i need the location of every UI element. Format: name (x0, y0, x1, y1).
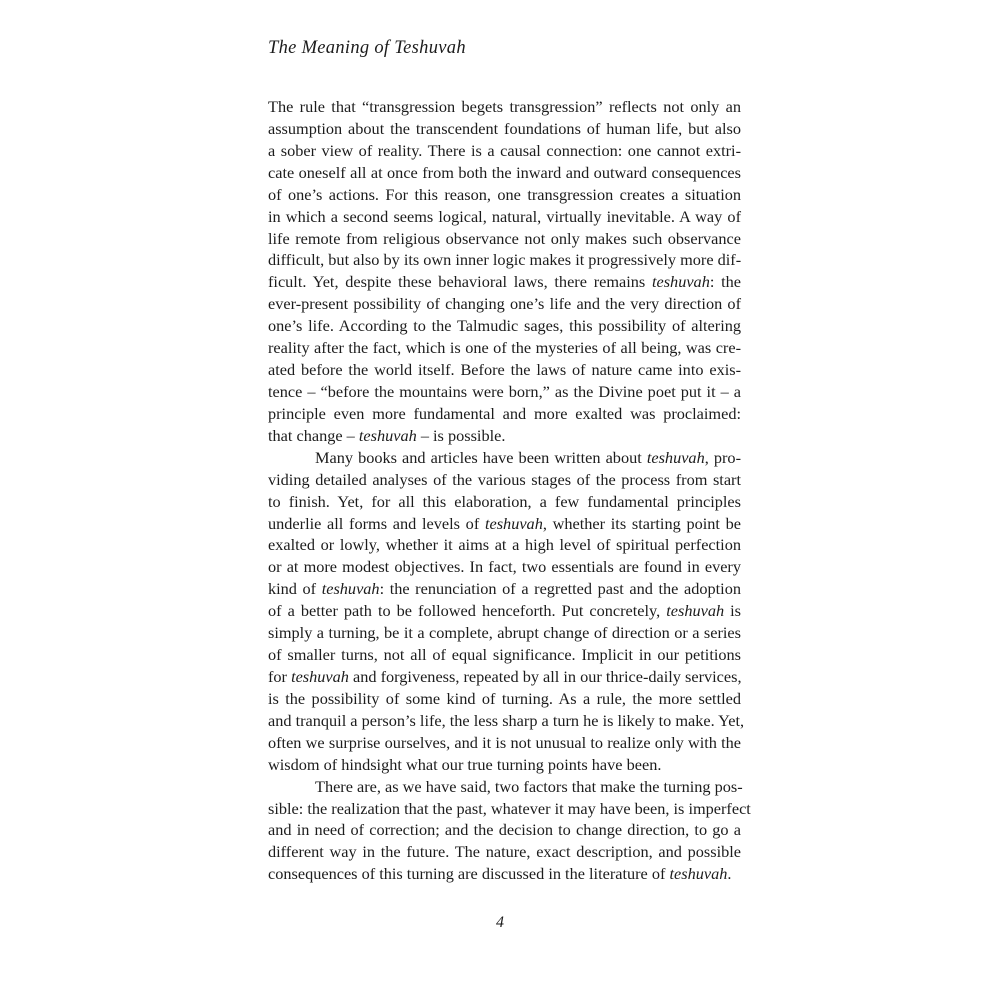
text-run: Many books and articles have been written about (315, 447, 647, 467)
text-run: different way in the future. The nature, exact description, and possible (268, 842, 741, 862)
text-run: of smaller turns, not all of equal significance. Implicit in our petitions (268, 645, 741, 665)
text-line (268, 184, 741, 206)
text-line (268, 425, 741, 447)
italic-term: teshuvah (291, 666, 349, 686)
text-run: , pro- (704, 447, 741, 467)
italic-term: teshuvah (666, 601, 725, 621)
italic-term: teshuvah (669, 864, 728, 884)
text-line (268, 622, 741, 644)
text-line (268, 841, 741, 863)
text-run: ficult. Yet, despite these behavioral laws, there remains (268, 272, 652, 292)
italic-term: teshuvah (646, 447, 705, 467)
text-run: consequences of this turning are discussed in the literature of (268, 864, 670, 884)
text-run: one’s life. According to the Talmudic sages, this possibility of altering (268, 316, 741, 336)
text-line (268, 337, 741, 359)
text-line (268, 644, 741, 666)
page-number: 4 (496, 914, 504, 931)
text-line (268, 798, 751, 820)
text-run: a sober view of reality. There is a causal connection: one cannot extri- (268, 140, 741, 160)
paragraph (268, 776, 751, 886)
text-run: sible: the realization that the past, whatever it may have been, is imperfect (268, 798, 751, 818)
text-line (268, 469, 741, 491)
text-line (268, 732, 741, 754)
text-line (268, 710, 745, 732)
text-line (268, 293, 741, 315)
text-run: is the possibility of some kind of turning. As a rule, the more settled (268, 688, 741, 708)
text-run: simply a turning, be it a complete, abrupt change of direction or a series (268, 623, 741, 643)
italic-term: teshuvah (321, 579, 380, 599)
text-line (268, 271, 741, 293)
text-line (268, 666, 741, 688)
text-run: of a better path to be followed henceforth. Put concretely, (268, 601, 667, 621)
text-run: . (727, 864, 732, 884)
text-line (268, 819, 741, 841)
text-run: tence – “before the mountains were born,” as the Divine poet put it – a (268, 381, 741, 401)
text-run: in which a second seems logical, natural, virtually inevitable. A way of (268, 206, 741, 226)
text-line (268, 140, 741, 162)
text-run: assumption about the transcendent foundations of human life, but also (268, 118, 741, 138)
text-line (268, 754, 741, 776)
text-run: is (724, 601, 741, 621)
text-run: and in need of correction; and the decision to change direction, to go a (268, 820, 741, 840)
text-run: and tranquil a person’s life, the less sharp a turn he is likely to make. Yet, (268, 710, 745, 730)
text-line (268, 556, 741, 578)
text-run: difficult, but also by its own inner logic makes it progressively more dif- (268, 250, 742, 270)
text-run: : the renunciation of a regretted past and the adoption (379, 579, 741, 599)
text-run: for (268, 666, 292, 686)
text-run: principle even more fundamental and more exalted was proclaimed: (268, 403, 741, 423)
text-line (268, 578, 741, 600)
text-line (268, 96, 741, 118)
text-run: cate oneself all at once from both the inward and outward consequences (268, 162, 741, 182)
text-run: , whether its starting point be (542, 513, 741, 533)
text-run: of one’s actions. For this reason, one transgression creates a situation (268, 184, 741, 204)
text-line (268, 688, 741, 710)
text-line (268, 228, 741, 250)
body-text (268, 96, 751, 885)
italic-term: teshuvah (358, 425, 417, 445)
paragraph (268, 447, 745, 776)
running-head: The Meaning of Teshuvah (268, 38, 466, 58)
text-run: : the (709, 272, 741, 292)
text-run: wisdom of hindsight what our true turning points have been. (268, 754, 662, 774)
text-line (268, 206, 741, 228)
text-line (268, 381, 741, 403)
text-run: often we surprise ourselves, and it is not unusual to realize only with the (268, 732, 741, 752)
text-run: exalted or lowly, whether it aims at a high level of spiritual perfection (268, 535, 741, 555)
text-line (268, 403, 741, 425)
text-line (268, 118, 741, 140)
paragraph (268, 96, 741, 447)
text-line (268, 249, 741, 271)
text-line (268, 162, 741, 184)
text-run: viding detailed analyses of the various stages of the process from start (268, 469, 741, 489)
text-line (268, 359, 741, 381)
text-run: – is possible. (416, 425, 506, 445)
text-run: life remote from religious observance not only makes such observance (268, 228, 741, 248)
text-run: ever-present possibility of changing one’s life and the very direction of (268, 294, 741, 314)
text-run: to finish. Yet, for all this elaboration, a few fundamental principles (268, 491, 741, 511)
text-run: ated before the world itself. Before the laws of nature came into exis- (268, 360, 741, 380)
text-run: The rule that “transgression begets transgression” reflects not only an (268, 97, 741, 116)
text-run: kind of (268, 579, 322, 599)
text-run: There are, as we have said, two factors that make the turning pos- (315, 776, 743, 796)
text-run: that change – (268, 425, 359, 445)
text-line (268, 534, 741, 556)
text-line (268, 491, 741, 513)
text-line (268, 776, 741, 798)
text-line (268, 513, 741, 535)
italic-term: teshuvah (484, 513, 543, 533)
text-line (268, 863, 741, 885)
text-run: or at more modest objectives. In fact, two essentials are found in every (268, 557, 741, 577)
text-line (268, 600, 741, 622)
text-line (268, 447, 741, 469)
text-run: reality after the fact, which is one of the mysteries of all being, was cre- (268, 338, 741, 358)
italic-term: teshuvah (651, 272, 710, 292)
text-run: and forgiveness, repeated by all in our thrice-daily services, (348, 666, 742, 686)
text-line (268, 315, 741, 337)
text-run: underlie all forms and levels of (268, 513, 485, 533)
